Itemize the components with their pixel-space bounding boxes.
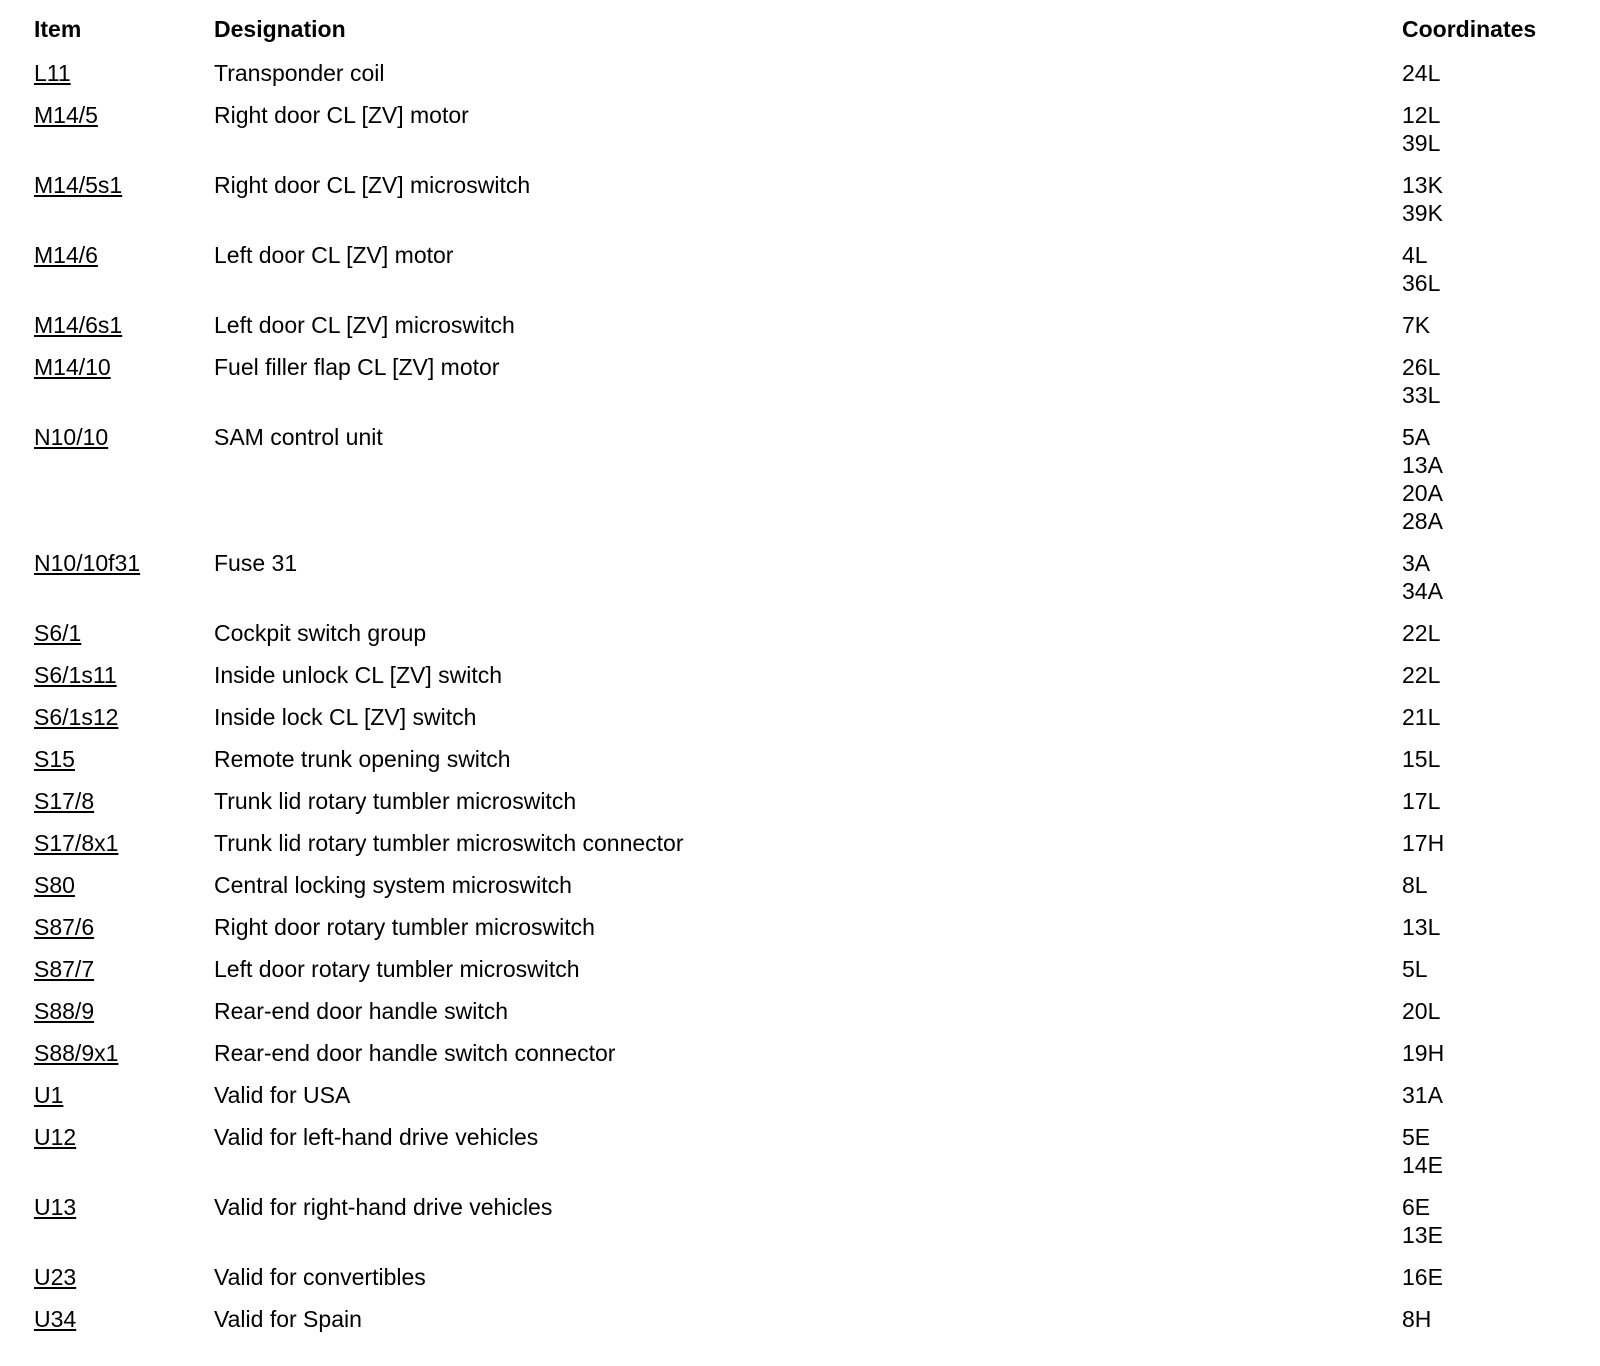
table-row: [0, 955, 1600, 983]
table-row: [0, 1263, 1600, 1291]
designation-text: Right door CL [ZV] motor: [214, 102, 469, 128]
table-row: [0, 1123, 1600, 1179]
table-row: [0, 311, 1600, 339]
coordinate-value: 6E: [1402, 1194, 1431, 1220]
designation-text: Valid for left-hand drive vehicles: [214, 1124, 539, 1150]
item-link[interactable]: N10/10f31: [34, 550, 141, 576]
coordinate-value: 21L: [1402, 704, 1441, 730]
table-row: [0, 619, 1600, 647]
table-row: [0, 241, 1600, 297]
designation-text: Transponder coil: [214, 60, 385, 86]
designation-text: Inside lock CL [ZV] switch: [214, 704, 477, 730]
designation-text: Valid for USA: [214, 1082, 351, 1108]
coordinate-value: 13K: [1402, 172, 1443, 198]
designation-text: Central locking system microswitch: [214, 872, 572, 898]
table-row: [0, 745, 1600, 773]
table-row: [0, 703, 1600, 731]
coordinate-value: 34A: [1402, 578, 1443, 604]
table-row: [0, 59, 1600, 87]
coordinates-list: [1402, 423, 1600, 535]
coordinates-list: [1402, 1039, 1600, 1067]
header-item: Item: [34, 16, 82, 42]
item-link[interactable]: L11: [34, 60, 71, 86]
coordinate-value: 26L: [1402, 354, 1441, 380]
coordinates-list: [1402, 59, 1600, 87]
item-link[interactable]: U23: [34, 1264, 77, 1290]
coordinates-list: [1402, 1193, 1600, 1249]
designation-text: Rear-end door handle switch: [214, 998, 509, 1024]
coordinate-value: 16E: [1402, 1264, 1443, 1290]
table-row: [0, 787, 1600, 815]
table-row: [0, 997, 1600, 1025]
item-link[interactable]: S6/1: [34, 620, 82, 646]
header-coordinates: Coordinates: [1402, 16, 1537, 42]
item-link[interactable]: S88/9x1: [34, 1040, 119, 1066]
coordinates-list: [1402, 829, 1600, 857]
table-row: [0, 913, 1600, 941]
item-link[interactable]: S6/1s11: [34, 662, 117, 688]
coordinate-value: 7K: [1402, 312, 1431, 338]
coordinate-value: 39L: [1402, 130, 1441, 156]
designation-text: Fuel filler flap CL [ZV] motor: [214, 354, 500, 380]
table-row: [0, 423, 1600, 535]
designation-text: Valid for Spain: [214, 1306, 362, 1332]
table-row: [0, 101, 1600, 157]
item-link[interactable]: S15: [34, 746, 75, 772]
coordinates-list: [1402, 787, 1600, 815]
designation-text: Left door CL [ZV] microswitch: [214, 312, 515, 338]
table-row: [0, 1305, 1600, 1333]
designation-text: Fuse 31: [214, 550, 298, 576]
coordinates-list: [1402, 171, 1600, 227]
coordinates-list: [1402, 871, 1600, 899]
designation-text: Valid for right-hand drive vehicles: [214, 1194, 553, 1220]
coordinate-value: 5L: [1402, 956, 1428, 982]
table-row: [0, 171, 1600, 227]
coordinate-value: 13L: [1402, 914, 1441, 940]
coordinates-list: [1402, 241, 1600, 297]
designation-text: Trunk lid rotary tumbler microswitch connector: [214, 830, 684, 856]
table-row: [0, 829, 1600, 857]
table-row: [0, 871, 1600, 899]
coordinate-value: 8H: [1402, 1306, 1432, 1332]
table-body: [0, 59, 1600, 1347]
designation-text: Remote trunk opening switch: [214, 746, 511, 772]
item-link[interactable]: U13: [34, 1194, 77, 1220]
item-link[interactable]: S87/6: [34, 914, 95, 940]
coordinates-list: [1402, 1081, 1600, 1109]
designation-text: SAM control unit: [214, 424, 383, 450]
coordinates-list: [1402, 703, 1600, 731]
coordinates-list: [1402, 913, 1600, 941]
item-link[interactable]: N10/10: [34, 424, 109, 450]
designation-text: Right door CL [ZV] microswitch: [214, 172, 531, 198]
designation-text: Left door rotary tumbler microswitch: [214, 956, 580, 982]
coordinates-list: [1402, 1305, 1600, 1333]
coordinate-value: 24L: [1402, 60, 1441, 86]
coordinate-value: 22L: [1402, 620, 1441, 646]
item-link[interactable]: M14/10: [34, 354, 111, 380]
table-row: [0, 1039, 1600, 1067]
coordinate-value: 5A: [1402, 424, 1431, 450]
coordinate-value: 4L: [1402, 242, 1428, 268]
coordinate-value: 13A: [1402, 452, 1443, 478]
table-row: [0, 1193, 1600, 1249]
designation-text: Cockpit switch group: [214, 620, 427, 646]
item-link[interactable]: S80: [34, 872, 75, 898]
item-link[interactable]: S88/9: [34, 998, 95, 1024]
item-link[interactable]: U1: [34, 1082, 64, 1108]
designation-text: Valid for convertibles: [214, 1264, 426, 1290]
coordinate-value: 31A: [1402, 1082, 1443, 1108]
coordinate-value: 19H: [1402, 1040, 1445, 1066]
item-link[interactable]: S6/1s12: [34, 704, 119, 730]
header-designation: Designation: [214, 16, 346, 42]
item-link[interactable]: M14/6: [34, 242, 98, 268]
item-link[interactable]: S17/8: [34, 788, 95, 814]
coordinate-value: 12L: [1402, 102, 1441, 128]
coordinates-list: [1402, 101, 1600, 157]
coordinate-value: 14E: [1402, 1152, 1443, 1178]
coordinates-list: [1402, 997, 1600, 1025]
designation-text: Right door rotary tumbler microswitch: [214, 914, 595, 940]
coordinate-value: 5E: [1402, 1124, 1431, 1150]
coordinate-value: 13E: [1402, 1222, 1443, 1248]
designation-text: Left door CL [ZV] motor: [214, 242, 454, 268]
item-link[interactable]: S17/8x1: [34, 830, 119, 856]
coordinates-list: [1402, 955, 1600, 983]
table-row: [0, 661, 1600, 689]
coordinate-value: 39K: [1402, 200, 1443, 226]
item-link[interactable]: M14/6s1: [34, 312, 123, 338]
coordinates-list: [1402, 619, 1600, 647]
coordinate-value: 36L: [1402, 270, 1441, 296]
coordinates-list: [1402, 353, 1600, 409]
designation-text: Trunk lid rotary tumbler microswitch: [214, 788, 577, 814]
coordinate-value: 22L: [1402, 662, 1441, 688]
coordinates-list: [1402, 745, 1600, 773]
table-header: [0, 16, 1600, 44]
coordinates-list: [1402, 549, 1600, 605]
coordinate-value: 17L: [1402, 788, 1441, 814]
coordinate-value: 20A: [1402, 480, 1443, 506]
item-link[interactable]: U12: [34, 1124, 77, 1150]
table-row: [0, 1081, 1600, 1109]
coordinate-value: 3A: [1402, 550, 1431, 576]
table-row: [0, 353, 1600, 409]
coordinate-value: 17H: [1402, 830, 1445, 856]
designation-text: Inside unlock CL [ZV] switch: [214, 662, 503, 688]
item-link[interactable]: U34: [34, 1306, 77, 1332]
coordinate-value: 20L: [1402, 998, 1441, 1024]
table-row: [0, 549, 1600, 605]
item-link[interactable]: M14/5: [34, 102, 98, 128]
coordinates-list: [1402, 661, 1600, 689]
coordinates-list: [1402, 311, 1600, 339]
item-link[interactable]: M14/5s1: [34, 172, 123, 198]
coordinate-value: 15L: [1402, 746, 1441, 772]
coordinate-value: 8L: [1402, 872, 1428, 898]
coordinates-list: [1402, 1263, 1600, 1291]
coordinate-value: 33L: [1402, 382, 1441, 408]
designation-text: Rear-end door handle switch connector: [214, 1040, 616, 1066]
coordinate-value: 28A: [1402, 508, 1443, 534]
coordinates-list: [1402, 1123, 1600, 1179]
item-link[interactable]: S87/7: [34, 956, 95, 982]
